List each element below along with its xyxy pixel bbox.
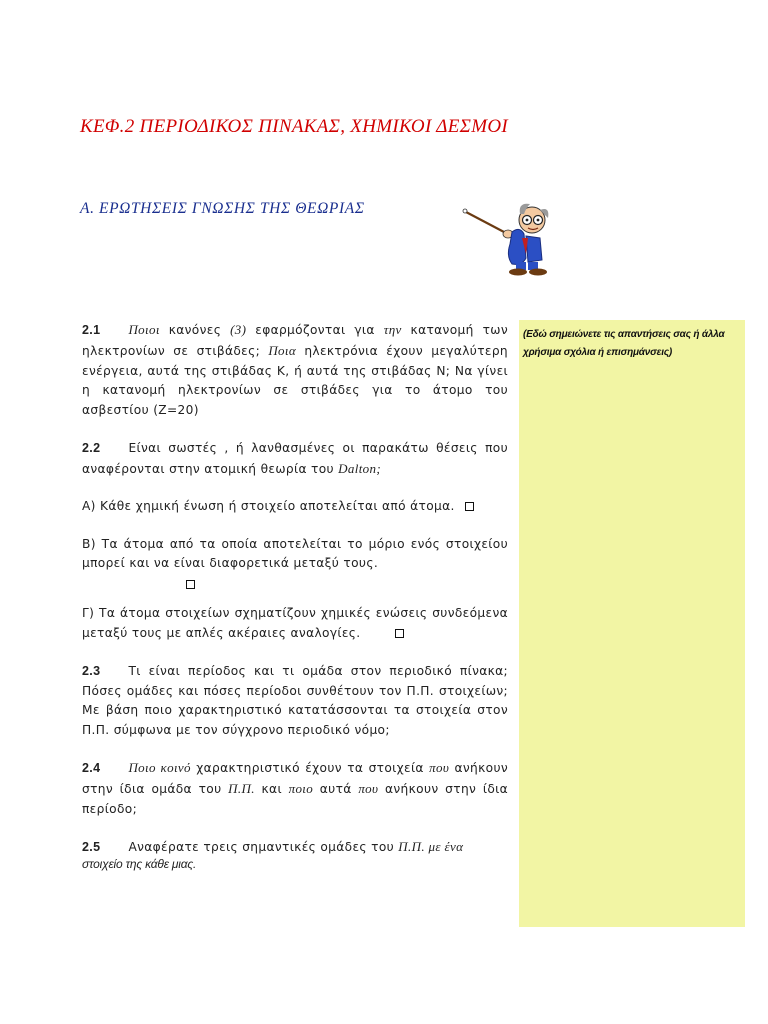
question-text: χαρακτηριστικό έχουν τα στοιχεία — [190, 761, 430, 776]
question-text-italic: Ποιο κοινό — [128, 760, 191, 776]
question-text-italic: Ποια — [268, 342, 297, 358]
question-text: Αναφέρατε τρεις σημαντικές ομάδες του — [128, 840, 399, 855]
question-2-1 — [82, 320, 508, 420]
question-text: αυτά — [313, 781, 359, 796]
question-text-italic: ποιο — [288, 780, 314, 796]
checkbox-b[interactable] — [186, 580, 195, 589]
question-text: κανόνες — [159, 323, 231, 337]
question-number: 2.1 — [82, 323, 101, 337]
notes-hint: (Εδώ σημειώνετε τις απαντήσεις σας ή άλλα χρήσιμα σχόλια ή επισημάνσεις) — [523, 329, 725, 358]
checkbox-a[interactable] — [465, 502, 474, 511]
question-text: Τι είναι περίοδος και τι ομάδα στον περιοδικό πίνακα; Πόσες ομάδες και πόσες περίοδοι συνθέτουν τον Π.Π. στοιχείων; Με βάση ποιο χαρακτηριστικό κατατάσσονται τα στοιχεία στον Π.Π. σύμφωνα με τον σύγχρονο περιοδικό νόμο; — [82, 664, 508, 737]
notes-panel[interactable] — [519, 320, 745, 927]
question-text-italic: Π.Π. — [228, 780, 255, 796]
question-text-italic: που — [429, 760, 450, 776]
question-text: ανήκουν στην ίδια ομάδα του — [82, 761, 508, 796]
teacher-clipart-icon — [460, 198, 556, 278]
question-text-italic: την — [383, 322, 402, 337]
question-number: 2.4 — [82, 761, 101, 776]
question-2-2 — [82, 438, 508, 479]
question-text-italic: Ποιοι — [128, 322, 160, 337]
question-2-4 — [82, 758, 508, 819]
statement-text: Γ) Τα άτομα στοιχείων σχηματίζουν χημικές ενώσεις συνδεόμενα μεταξύ τους με απλές ακέραιες αναλογίες. — [82, 606, 508, 640]
question-text-italic: (3) — [230, 322, 247, 337]
question-text-italic: με ένα — [424, 839, 464, 855]
statement-text: Α) Κάθε χημική ένωση ή στοιχείο αποτελείται από άτομα. — [82, 499, 455, 514]
chapter-title: ΚΕΦ.2 ΠΕΡΙΟΔΙΚΟΣ ΠΙΝΑΚΑΣ, ΧΗΜΙΚΟΙ ΔΕΣΜΟΙ — [80, 116, 508, 137]
question-number: 2.5 — [82, 840, 101, 855]
question-text: ανήκουν στην ίδια περίοδο; — [82, 781, 508, 816]
question-text: ηλεκτρόνια έχουν μεγαλύτερη ενέργεια, αυτά της στιβάδας Κ, ή αυτά της στιβάδας Ν; Να γίνει η κατανομή ηλεκτρονίων σε στιβάδες για το άτομο του ασβεστίου (Ζ=20) — [82, 343, 508, 417]
statement-b — [82, 535, 508, 574]
checkbox-c[interactable] — [395, 629, 404, 638]
question-text: Είναι σωστές , ή λανθασμένες οι παρακάτω θέσεις που αναφέρονται στην ατομική θεωρία του — [82, 441, 508, 476]
statement-text: Β) Τα άτομα από τα οποία αποτελείται το μόριο ενός στοιχείου μπορεί και να είναι διαφορετικά μεταξύ τους. — [82, 536, 508, 571]
question-text: εφαρμόζονται για — [246, 323, 384, 337]
section-subtitle: Α. ΕΡΩΤΗΣΕΙΣ ΓΝΩΣΗΣ ΤΗΣ ΘΕΩΡΙΑΣ — [80, 200, 365, 217]
statement-a — [82, 497, 508, 517]
questions-column — [82, 320, 508, 874]
question-text: και — [254, 781, 289, 796]
statement-c — [82, 604, 508, 643]
question-2-5 — [82, 837, 508, 874]
question-text-tail: στοιχείο της κάθε μιας. — [82, 857, 197, 871]
question-text-italic: Π.Π. — [398, 839, 425, 855]
question-text: κατανομή των ηλεκτρονίων σε στιβάδες; — [82, 323, 508, 358]
question-text-italic: Dalton; — [338, 460, 382, 476]
question-2-3 — [82, 661, 508, 740]
question-number: 2.3 — [82, 664, 101, 679]
question-number: 2.2 — [82, 441, 101, 456]
question-text-italic: που — [358, 780, 379, 796]
